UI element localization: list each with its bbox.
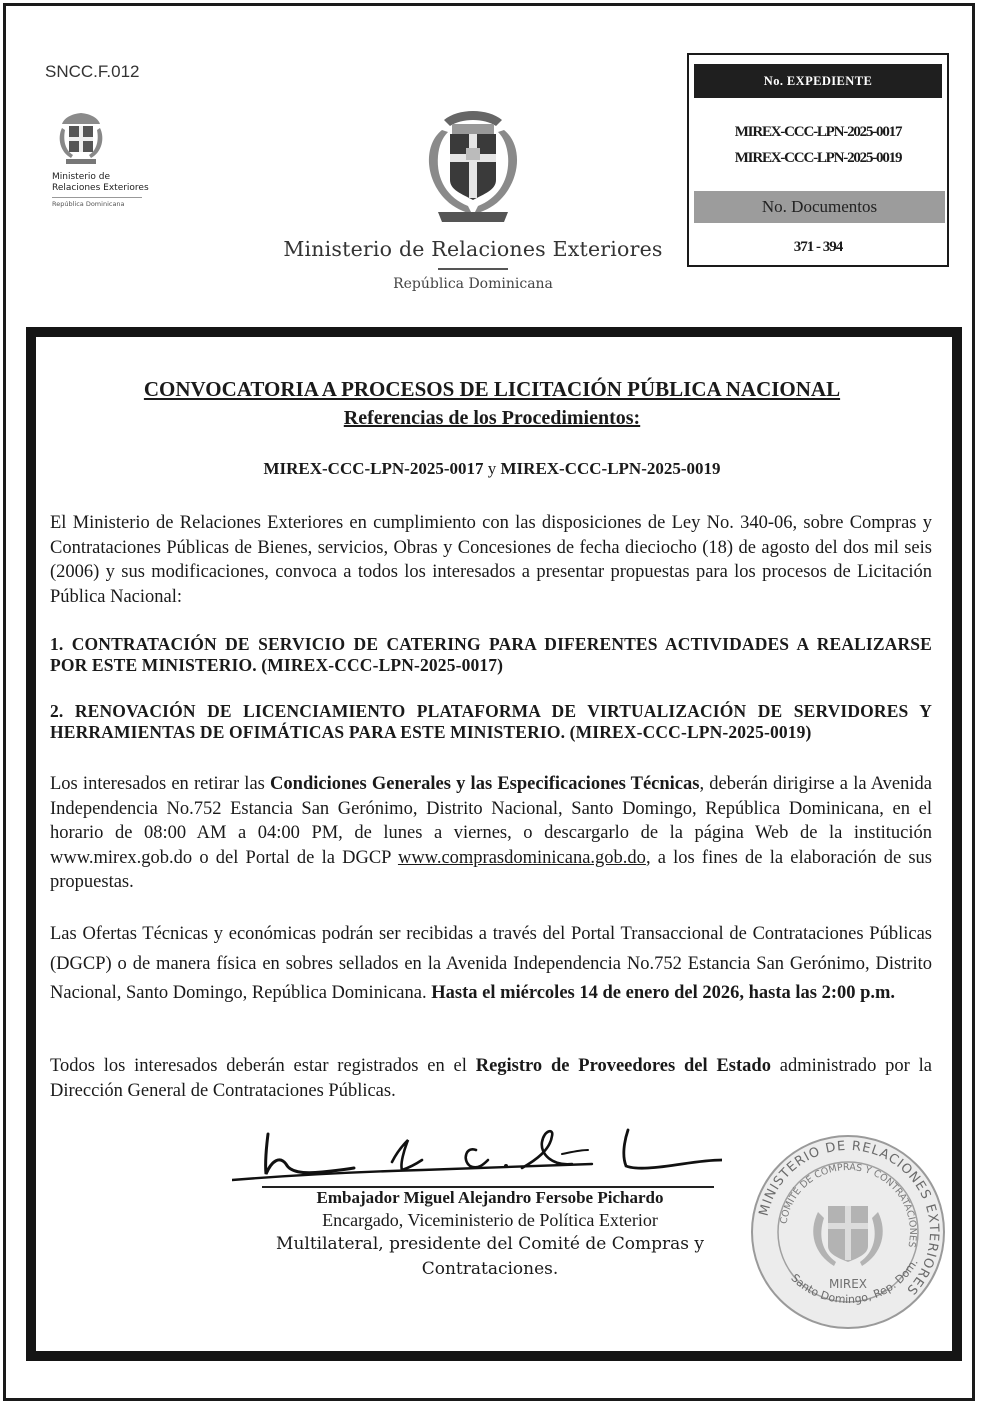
small-logo-line1: Ministerio de <box>52 172 111 182</box>
text-run: Todos los interesados deberán estar registrados en el <box>50 1056 476 1076</box>
text-run: , deberán dirigirse a la Avenida Independencia No.752 Estancia San Gerónimo, Distrito Nacional, Santo Domingo, República Dominicana, en el horario de 08:00 AM a 04:00 PM, de lunes a viernes, o descargarlo de la página Web de la institución www.mirex.gob.do o del Portal de la DGCP <box>50 774 932 868</box>
text-run: , a los fines de la elaboración de sus propuestas. <box>50 847 932 892</box>
offers-paragraph <box>50 920 932 1009</box>
seal-inner-text: COMITÉ DE COMPRAS Y CONTRATACIONES <box>778 1161 919 1249</box>
small-logo-text <box>52 172 172 194</box>
signer-role: Encargado, Viceministerio de Política Exterior <box>322 1210 658 1230</box>
procedure-references <box>0 459 984 479</box>
seal-center-text: MIREX <box>828 1277 868 1291</box>
title-divider <box>438 268 508 270</box>
official-seal-stamp <box>748 1128 948 1336</box>
expediente-numbers <box>689 119 947 171</box>
signer-role: Multilateral, presidente del Comité de Compras y <box>276 1234 704 1254</box>
signer-name: Embajador Miguel Alejandro Fersobe Pichardo <box>316 1188 664 1207</box>
reference-join: y <box>483 459 501 478</box>
small-logo-country: República Dominicana <box>52 197 142 208</box>
documents-header: No. Documentos <box>694 191 945 223</box>
signer-role: Contrataciones. <box>421 1259 559 1279</box>
coat-of-arms-icon <box>54 110 108 166</box>
national-coat-of-arms-icon <box>408 100 538 226</box>
text-run: Las Ofertas Técnicas y económicas podrán ser recibidas a través del Portal Transaccional de Contrataciones Públicas (DGCP) o de manera física en sobres sellados en la Avenida Independencia No.752 Estancia San Gerónimo, Distrito Nacional, Santo Domingo, República Dominicana. <box>50 924 932 1003</box>
small-logo-line2: Relaciones Exteriores <box>52 183 149 193</box>
conditions-paragraph <box>50 772 932 895</box>
reference-code: MIREX-CCC-LPN-2025-0017 <box>263 459 484 478</box>
expediente-header: No. EXPEDIENTE <box>694 64 942 98</box>
registry-paragraph <box>50 1054 932 1103</box>
deadline-text: Hasta el miércoles 14 de enero del 2026, hasta las 2:00 p.m. <box>431 983 896 1003</box>
small-ministry-logo <box>52 110 172 208</box>
notice-title: CONVOCATORIA A PROCESOS DE LICITACIÓN PÚBLICA NACIONAL <box>143 377 841 401</box>
ministry-subtitle: República Dominicana <box>393 276 553 292</box>
text-run: administrado por la Dirección General de Contrataciones Públicas. <box>50 1056 932 1101</box>
expediente-box <box>687 53 949 267</box>
intro-paragraph: El Ministerio de Relaciones Exteriores en cumplimiento con las disposiciones de Ley No. 340-06, sobre Compras y Contrataciones Públicas de Bienes, servicios, Obras y Concesiones de fecha dieciocho (18) de agosto del dos mil seis (2006) y sus modificaciones, convoca a todos los interesados a presentar propuestas para los procesos de Licitación Pública Nacional: <box>50 513 932 607</box>
signer-block <box>240 1186 740 1282</box>
form-code: SNCC.F.012 <box>45 62 140 81</box>
dgcp-portal-link[interactable]: www.comprasdominicana.gob.do <box>397 847 646 868</box>
documents-value: 371 - 394 <box>793 239 843 255</box>
handwritten-signature <box>232 1120 722 1186</box>
expediente-number: MIREX-CCC-LPN-2025-0017 <box>734 124 902 140</box>
bold-text: Condiciones Generales y las Especificaciones Técnicas <box>270 774 700 794</box>
process-item-1: 1. CONTRATACIÓN DE SERVICIO DE CATERING PARA DIFERENTES ACTIVIDADES A REALIZARSE POR ESTE MINISTERIO. (MIREX-CCC-LPN-2025-0017) <box>50 634 932 675</box>
seal-outer-text: MINISTERIO DE RELACIONES EXTERIORES <box>756 1138 942 1298</box>
reference-code: MIREX-CCC-LPN-2025-0019 <box>500 459 721 478</box>
process-item-2: 2. RENOVACIÓN DE LICENCIAMIENTO PLATAFORMA DE VIRTUALIZACIÓN DE SERVIDORES Y HERRAMIENTAS DE OFIMÁTICAS PARA ESTE MINISTERIO. (MIREX-CCC-LPN-2025-0019) <box>50 701 932 742</box>
bold-text: Registro de Proveedores del Estado <box>475 1056 771 1076</box>
seal-bottom-text: Santo Domingo, Rep. Dom. <box>788 1256 921 1307</box>
notice-subtitle: Referencias de los Procedimientos: <box>343 407 641 429</box>
main-ministry-logo <box>278 100 668 292</box>
expediente-number: MIREX-CCC-LPN-2025-0019 <box>734 150 902 166</box>
text-run: Los interesados en retirar las <box>50 774 271 794</box>
ministry-title: Ministerio de Relaciones Exteriores <box>283 237 663 261</box>
